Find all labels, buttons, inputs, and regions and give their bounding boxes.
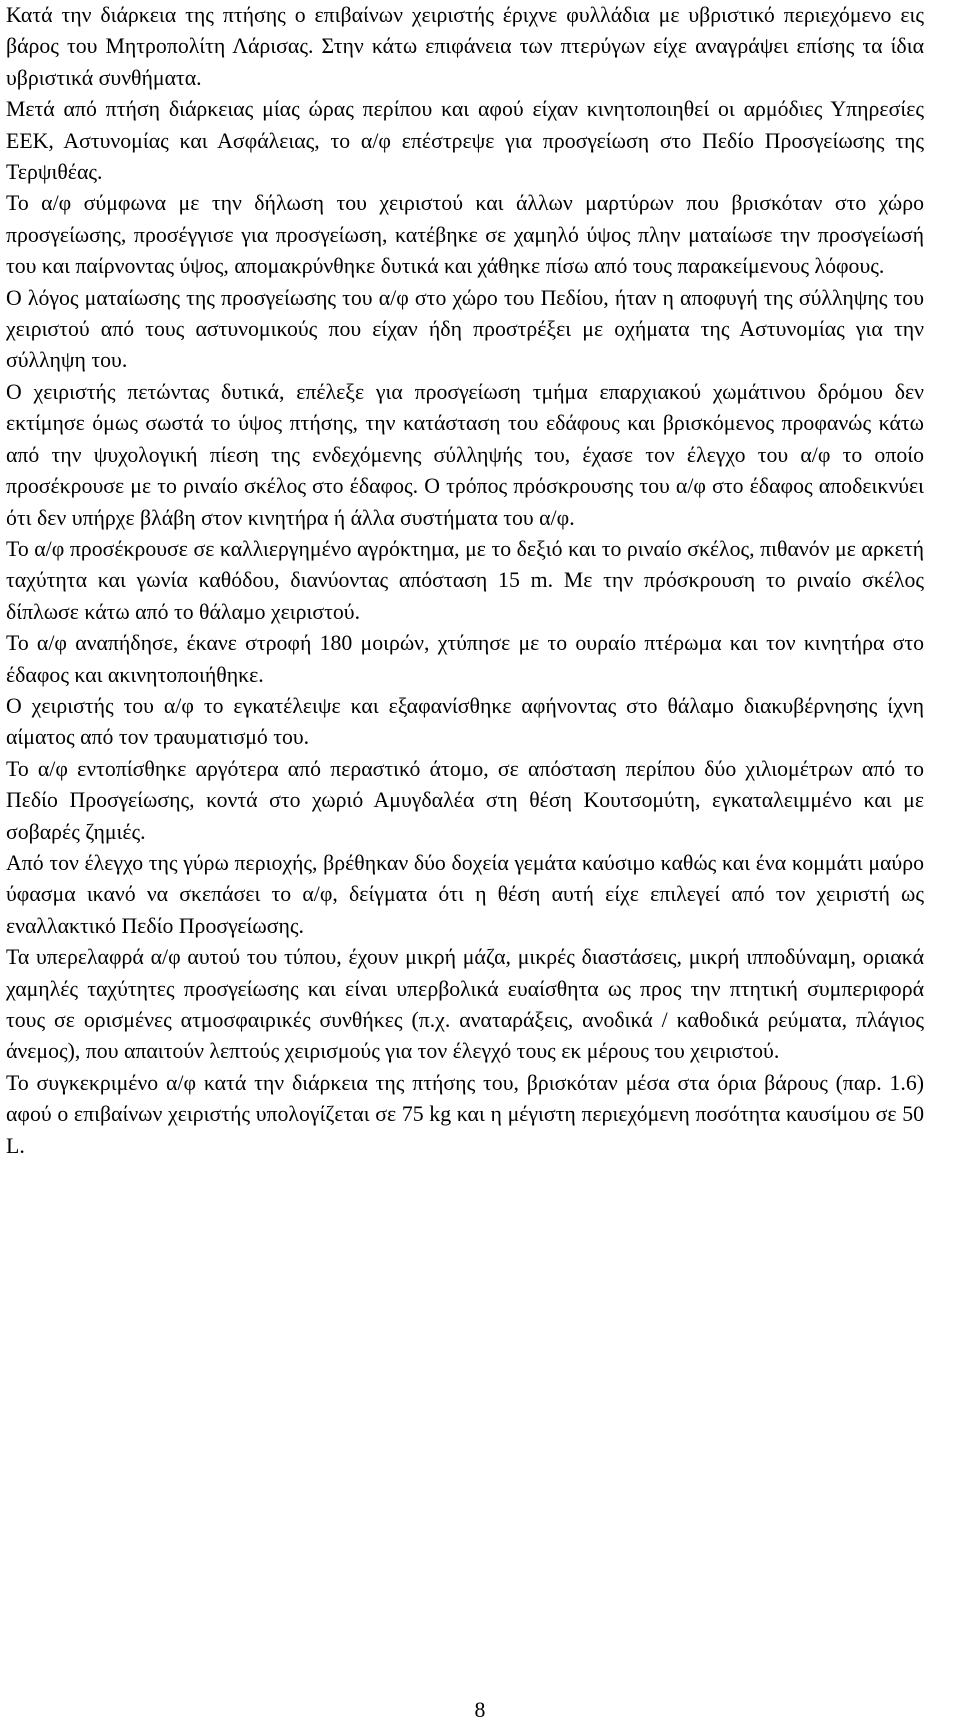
page-number: 8 [474,1698,486,1722]
paragraph-return-landing: Μετά από πτήση διάρκειας μίας ώρας περίπου και αφού είχαν κινητοποιηθεί οι αρμόδιες Υπηρεσίες ΕΕΚ, Αστυνομίας και Ασφάλειας, το α/φ επέστρεψε για προσγείωση στο Πεδίο Προσγείωσης της Τερψιθέας. [6,97,924,185]
paragraph-leaflets: Κατά την διάρκεια της πτήσης ο επιβαίνων χειριστής έριχνε φυλλάδια με υβριστικό περιεχόμενο εις βάρος του Μητροπολίτη Λάρισας. Στην κάτω επιφάνεια των πτερύγων είχε αναγράψει επίσης τα ίδια υβριστικά συνθήματα. [6,3,924,90]
paragraph-bounce: Το α/φ αναπήδησε, έκανε στροφή 180 μοιρών, χτύπησε με το ουραίο πτέρωμα και τον κινητήρα στο έδαφος και ακινητοποιήθηκε. [6,631,924,687]
paragraph-abort-reason: Ο λόγος ματαίωσης της προσγείωσης του α/φ στο χώρο του Πεδίου, ήταν η αποφυγή της σύλληψης του χειριστού από τους αστυνομικούς που είχαν ήδη προστρέξει με οχήματα της Αστυνομίας για την σύλληψη του. [6,285,924,373]
document-body [6,0,924,1162]
paragraph-impact: Το α/φ προσέκρουσε σε καλλιεργημένο αγρόκτημα, με το δεξιό και το ριναίο σκέλος, πιθανόν με αρκετή ταχύτητα και γωνία καθόδου, διανύοντας απόσταση 15 m. Με την πρόσκρουση το ριναίο σκέλος δίπλωσε κάτω από το θάλαμο χειριστού. [6,536,924,624]
paragraph-pilot-fled: Ο χειριστής του α/φ το εγκατέλειψε και εξαφανίσθηκε αφήνοντας στο θάλαμο διακυβέρνησης ίχνη αίματος από τον τραυματισμό του. [6,693,924,750]
paragraph-weight-limits: Το συγκεκριμένο α/φ κατά την διάρκεια της πτήσης του, βρισκόταν μέσα στα όρια βάρους (παρ. 1.6) αφού ο επιβαίνων χειριστής υπολογίζεται σε 75 kg και η μέγιστη περιεχόμενη ποσότητα καυσίμου σε 50 L. [6,1070,924,1158]
paragraph-loss-of-control: Ο χειριστής πετώντας δυτικά, επέλεξε για προσγείωση τμήμα επαρχιακού χωμάτινου δρόμου δεν εκτίμησε όμως σωστά το ύψος πτήσης, την κατάσταση του εδάφους και βρισκόμενος προφανώς κάτω από την ψυχολογική πίεση της ενδεχόμενης σύλληψής του, έχασε τον έλεγχο του α/φ το οποίο προσέκρουσε με το ριναίο σκέλος στο έδαφος. Ο τρόπος πρόσκρουσης του α/φ στο έδαφος αποδεικνύει ότι δεν υπήρχε βλάβη στον κινητήρα ή άλλα συστήματα του α/φ. [6,379,924,530]
paragraph-aircraft-found: Το α/φ εντοπίσθηκε αργότερα από περαστικό άτομο, σε απόσταση περίπου δύο χιλιομέτρων από το Πεδίο Προσγείωσης, κοντά στο χωριό Αμυγδαλέα στη θέση Κουτσομύτη, εγκαταλειμμένο και με σοβαρές ζημιές. [6,756,924,844]
paragraph-aborted-landing: Το α/φ σύμφωνα με την δήλωση του χειριστού και άλλων μαρτύρων που βρισκόταν στο χώρο προσγείωσης, προσέγγισε για προσγείωση, κατέβηκε σε χαμηλό ύψος πλην ματαίωσε την προσγείωσή του και παίρνοντας ύψος, απομακρύνθηκε δυτικά και χάθηκε πίσω από τους παρακείμενους λόφους. [6,191,924,279]
paragraph-area-search: Από τον έλεγχο της γύρω περιοχής, βρέθηκαν δύο δοχεία γεμάτα καύσιμο καθώς και ένα κομμάτι μαύρο ύφασμα ικανό να σκεπάσει το α/φ, δείγματα ότι η θέση αυτή είχε επιλεγεί από τον χειριστή ως εναλλακτικό Πεδίο Προσγείωσης. [6,850,924,938]
paragraph-ultralight-characteristics: Τα υπερελαφρά α/φ αυτού του τύπου, έχουν μικρή μάζα, μικρές διαστάσεις, μικρή ιπποδύναμη, οριακά χαμηλές ταχύτητες προσγείωσης και είναι υπερβολικά ευαίσθητα ως προς την πτητική συμπεριφορά τους σε ορισμένες ατμοσφαιρικές συνθήκες (π.χ. αναταράξεις, ανοδικά / καθοδικά ρεύματα, πλάγιος άνεμος), που απαιτούν λεπτούς χειρισμούς για τον έλεγχό τους εκ μέρους του χειριστού. [6,945,924,1064]
